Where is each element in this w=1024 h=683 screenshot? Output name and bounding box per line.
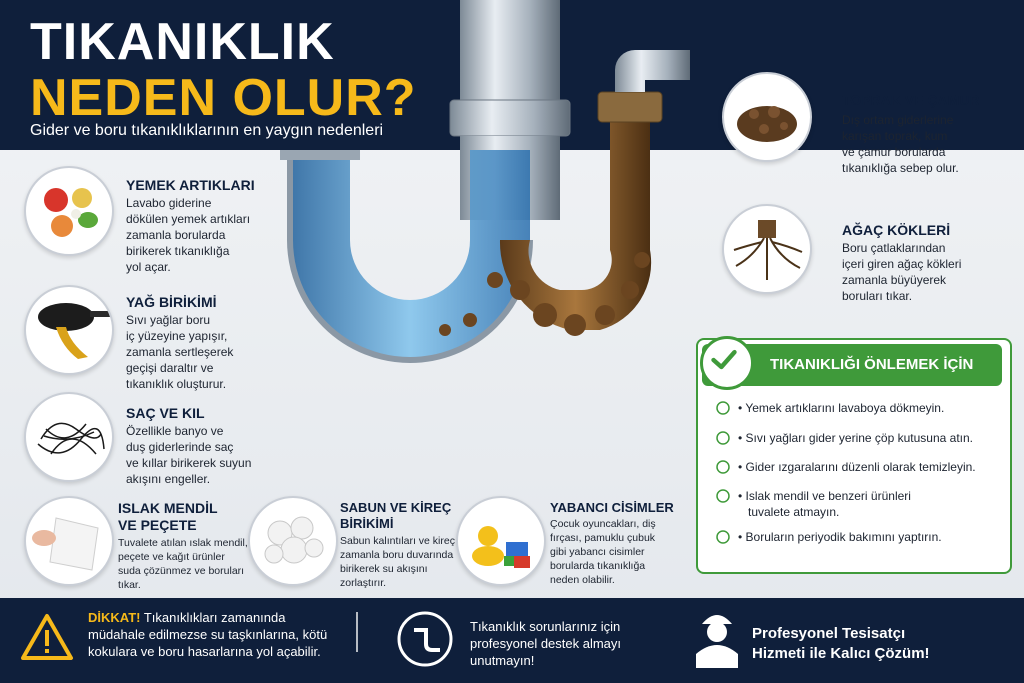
tip-icon-maintenance: [716, 530, 730, 544]
cause-text-hair: Özellikle banyo ve duş giderlerinde saç ve kıllar birikerek suyun akışını engeller.: [126, 424, 252, 486]
cause-text-foreign: Çocuk oyuncakları, diş fırçası, pamuklu çubuk gibi yabancı cisimler borularda tıkanıklığa neden olabilir.: [550, 518, 656, 586]
tip-1: • Yemek artıklarını lavaboya dökmeyin.: [738, 401, 945, 415]
warning-icon: [20, 612, 74, 662]
prevention-title: TIKANIKLIĞI ÖNLEMEK İÇİN: [770, 356, 974, 373]
footer-divider: [356, 612, 358, 652]
tree-roots-image: [722, 204, 812, 294]
plumbing-pipe-icon: [396, 610, 454, 668]
cause-title-food: YEMEK ARTIKLARI: [126, 177, 255, 193]
check-circle: [700, 336, 754, 390]
cause-title-wipes: ISLAK MENDİL VE PEÇETE: [118, 500, 218, 533]
tip-3: • Gider ızgaralarını düzenli olarak temizleyin.: [738, 460, 976, 474]
subtitle: Gider ve boru tıkanıklıklarının en yaygın nedenleri: [30, 122, 384, 139]
tip-icon-shield: [716, 489, 730, 503]
cause-title-roots: AĞAÇ KÖKLERİ: [842, 222, 951, 238]
tip-icon-grate: [716, 460, 730, 474]
cause-text-wipes: Tuvalete atılan ıslak mendil, peçete ve kağıt ürünler suda çözünmez ve boruları tıkar.: [118, 537, 248, 591]
warning-text: DİKKAT! Tıkanıklıkları zamanında müdahale edilmezse su taşkınlarına, kötü kokulara ve boru hasarlarına yol açabilir.: [88, 610, 328, 659]
support-text: Tıkanıklık sorunlarınız için profesyonel destek almayı unutmayın!: [470, 619, 622, 668]
cause-text-grease: Sıvı yağlar boru iç yüzeyine yapışır, zamanla sertleşerek geçişi daraltır ve tıkanıklık oluşturur.: [126, 313, 234, 391]
professional-service-text: Profesyonel Tesisatçı Hizmeti ile Kalıcı Çözüm!: [752, 625, 930, 662]
title-line-2: NEDEN OLUR?: [30, 69, 417, 127]
soap-scale-image: [248, 496, 338, 586]
cause-title-soil: TOPRAK VE ÇAMUR: [842, 92, 980, 108]
tip-5: • Boruların periyodik bakımını yaptırın.: [738, 530, 942, 544]
cause-text-roots: Boru çatlaklarından içeri giren ağaç kökleri zamanla büyüyerek boruları tıkar.: [842, 241, 962, 303]
cause-title-soap: SABUN VE KİREÇ BİRİKİMİ: [340, 500, 452, 531]
pipe-illustration: [270, 0, 690, 400]
cause-text-soil: Dış ortam giderlerine karışan toprak, kum ve çamur borularda tıkanıklığa sebep olur.: [842, 113, 959, 175]
cause-title-hair: SAÇ VE KIL: [126, 405, 205, 421]
cause-title-foreign: YABANCI CİSİMLER: [550, 500, 674, 515]
foreign-objects-image: [456, 496, 546, 586]
tip-icon-oil: [716, 431, 730, 445]
plumber-icon: [690, 606, 744, 670]
grease-pan-image: [24, 285, 114, 375]
check-icon: [703, 339, 745, 381]
tip-2: • Sıvı yağları gider yerine çöp kutusuna atın.: [738, 431, 973, 445]
wet-wipe-image: [24, 496, 114, 586]
food-scraps-image: [24, 166, 114, 256]
title-line-1: TIKANIKLIK: [30, 13, 335, 71]
cause-text-soap: Sabun kalıntıları ve kireç zamanla boru duvarında birikerek su akışını zorlaştırır.: [340, 535, 455, 589]
soil-mud-image: [722, 72, 812, 162]
cause-text-food: Lavabo giderine dökülen yemek artıkları zamanla borularda birikerek tıkanıklığa yol açar.: [126, 196, 251, 274]
tip-icon-food: [716, 401, 730, 415]
hair-image: [24, 392, 114, 482]
tip-4: • Islak mendil ve benzeri ürünleri tuvalete atmayın.: [738, 489, 911, 519]
cause-title-grease: YAĞ BİRİKİMİ: [126, 294, 217, 310]
